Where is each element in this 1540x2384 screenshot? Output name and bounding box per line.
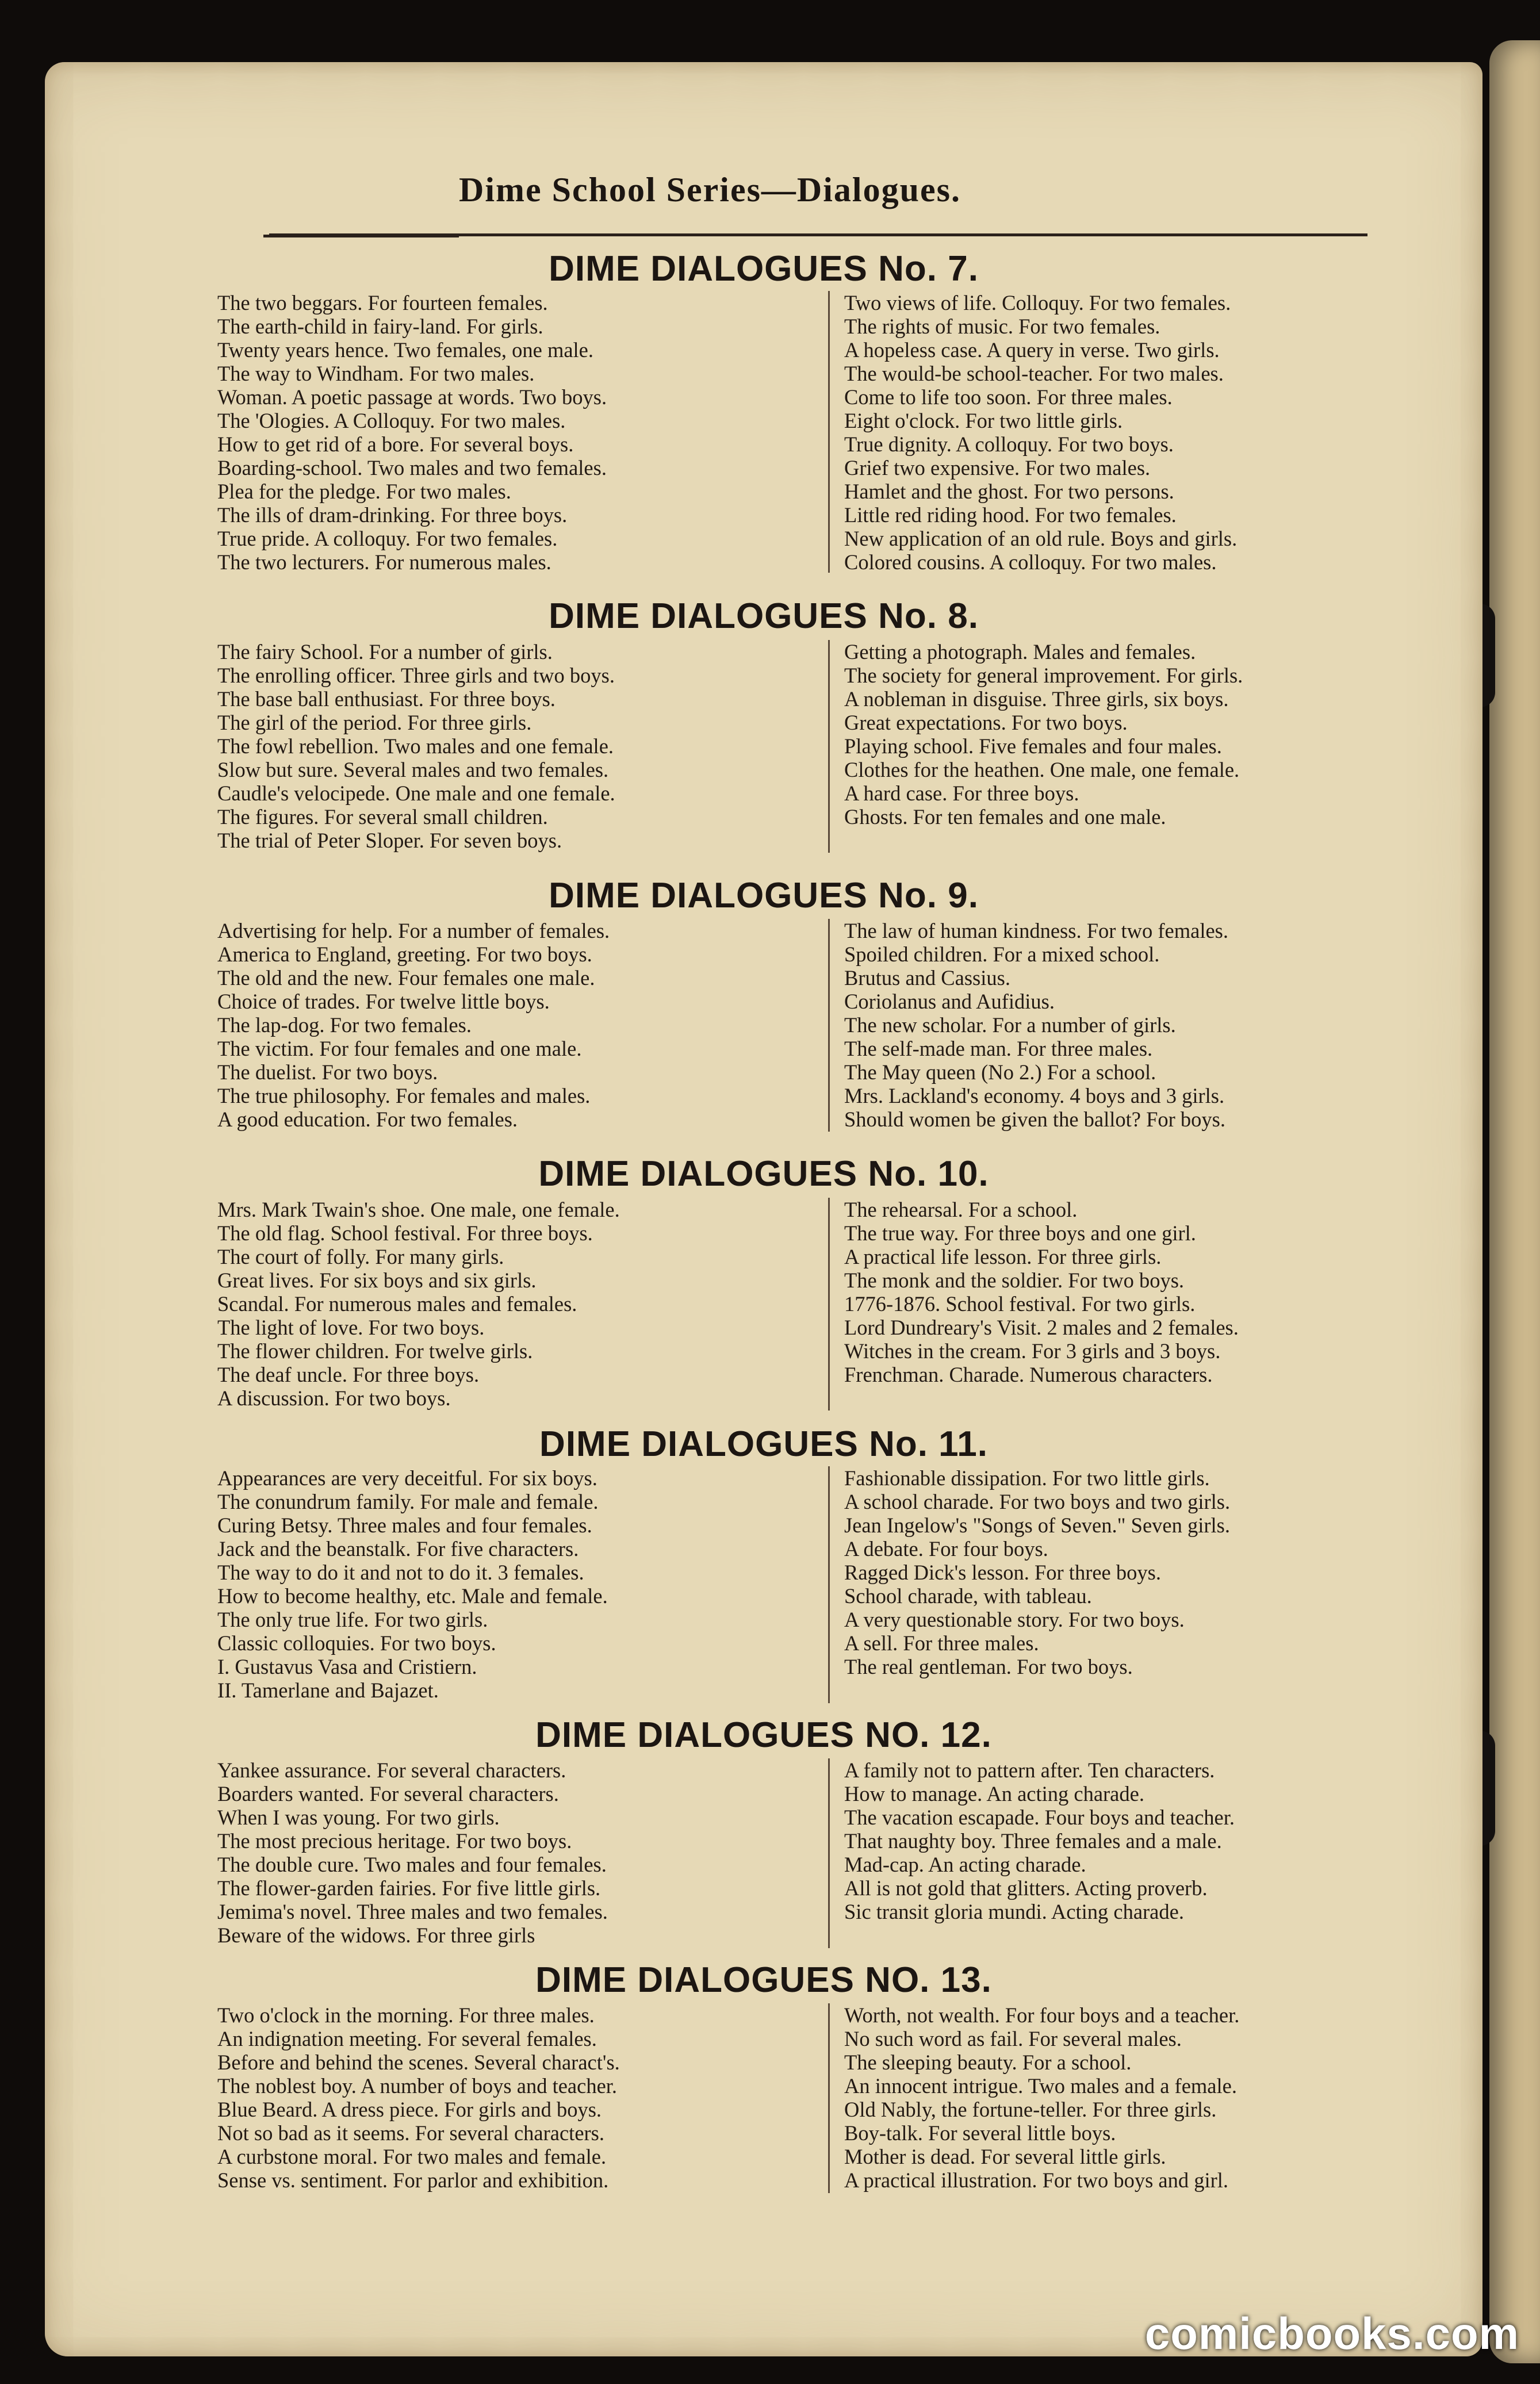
list-item: The would-be school-teacher. For two males. xyxy=(844,362,1224,385)
list-item: The old and the new. Four females one male. xyxy=(217,966,595,990)
dialogue-list-right xyxy=(844,1758,1419,1923)
list-item: Slow but sure. Several males and two females. xyxy=(217,758,609,781)
list-item: A curbstone moral. For two males and female. xyxy=(217,2145,607,2168)
list-item: The vacation escapade. Four boys and teacher. xyxy=(844,1806,1235,1829)
watermark: comicbooks.com xyxy=(1144,2308,1519,2359)
header-rule xyxy=(269,233,1367,236)
list-item: Jack and the beanstalk. For five characters. xyxy=(217,1537,579,1561)
list-item: A nobleman in disguise. Three girls, six boys. xyxy=(844,687,1229,711)
list-item: Ghosts. For ten females and one male. xyxy=(844,805,1166,829)
list-item: How to manage. An acting charade. xyxy=(844,1782,1144,1806)
list-item: Jean Ingelow's "Songs of Seven." Seven girls. xyxy=(844,1513,1230,1537)
list-item: The 'Ologies. A Colloquy. For two males. xyxy=(217,409,566,432)
list-item: Witches in the cream. For 3 girls and 3 boys. xyxy=(844,1339,1221,1363)
dialogue-list-left xyxy=(217,1466,815,1702)
list-item: A discussion. For two boys. xyxy=(217,1386,451,1410)
list-item: Brutus and Cassius. xyxy=(844,966,1010,990)
dialogue-list-right xyxy=(844,1466,1419,1678)
list-item: Sense vs. sentiment. For parlor and exhibition. xyxy=(217,2168,609,2192)
list-item: Grief two expensive. For two males. xyxy=(844,456,1151,480)
list-item: The flower-garden fairies. For five little girls. xyxy=(217,1876,601,1900)
list-item: The deaf uncle. For three boys. xyxy=(217,1363,480,1386)
list-item: Curing Betsy. Three males and four females. xyxy=(217,1513,592,1537)
list-item: America to England, greeting. For two boys. xyxy=(217,942,592,966)
dialogue-list-left xyxy=(217,2003,815,2192)
list-item: The double cure. Two males and four females. xyxy=(217,1853,607,1876)
list-item: The noblest boy. A number of boys and teacher. xyxy=(217,2074,618,2098)
list-item: Hamlet and the ghost. For two persons. xyxy=(844,480,1174,503)
list-item: A sell. For three males. xyxy=(844,1631,1039,1655)
list-item: The most precious heritage. For two boys. xyxy=(217,1829,572,1853)
dialogue-list-left xyxy=(217,919,815,1131)
list-item: The self-made man. For three males. xyxy=(844,1037,1153,1060)
column-divider xyxy=(828,2003,830,2193)
list-item: The society for general improvement. For girls. xyxy=(844,664,1243,687)
list-item: The duelist. For two boys. xyxy=(217,1060,438,1084)
list-item: Fashionable dissipation. For two little girls. xyxy=(844,1466,1210,1490)
list-item: The May queen (No 2.) For a school. xyxy=(844,1060,1156,1084)
list-item: That naughty boy. Three females and a male. xyxy=(844,1829,1222,1853)
dialogue-list-right xyxy=(844,291,1419,574)
list-item: The victim. For four females and one male. xyxy=(217,1037,582,1060)
list-item: The only true life. For two girls. xyxy=(217,1608,488,1631)
section-title: DIME DIALOGUES NO. 12. xyxy=(535,1715,992,1755)
list-item: A hard case. For three boys. xyxy=(844,781,1079,805)
list-item: The enrolling officer. Three girls and two boys. xyxy=(217,664,615,687)
list-item: When I was young. For two girls. xyxy=(217,1806,500,1829)
list-item: 1776-1876. School festival. For two girls. xyxy=(844,1292,1196,1316)
list-item: Little red riding hood. For two females. xyxy=(844,503,1177,527)
list-item: Two views of life. Colloquy. For two females. xyxy=(844,291,1231,315)
list-item: Ragged Dick's lesson. For three boys. xyxy=(844,1561,1161,1584)
list-item: Mrs. Mark Twain's shoe. One male, one female. xyxy=(217,1198,620,1221)
dialogue-list-left xyxy=(217,1758,815,1947)
list-item: Scandal. For numerous males and females. xyxy=(217,1292,577,1316)
list-item: Mrs. Lackland's economy. 4 boys and 3 girls. xyxy=(844,1084,1225,1107)
list-item: The true philosophy. For females and males. xyxy=(217,1084,591,1107)
list-item: Getting a photograph. Males and females. xyxy=(844,640,1196,664)
dialogue-list-left xyxy=(217,1198,815,1410)
list-item: Eight o'clock. For two little girls. xyxy=(844,409,1123,432)
list-item: Clothes for the heathen. One male, one female. xyxy=(844,758,1240,781)
list-item: The girl of the period. For three girls. xyxy=(217,711,532,734)
list-item: True pride. A colloquy. For two females. xyxy=(217,527,558,550)
list-item: Boy-talk. For several little boys. xyxy=(844,2121,1116,2145)
list-item: The way to do it and not to do it. 3 females. xyxy=(217,1561,584,1584)
column-divider xyxy=(828,1466,830,1703)
list-item: Old Nably, the fortune-teller. For three girls. xyxy=(844,2098,1217,2121)
list-item: The new scholar. For a number of girls. xyxy=(844,1013,1176,1037)
list-item: The lap-dog. For two females. xyxy=(217,1013,472,1037)
list-item: The earth-child in fairy-land. For girls. xyxy=(217,315,543,338)
list-item: Blue Beard. A dress piece. For girls and boys. xyxy=(217,2098,602,2121)
list-item: Twenty years hence. Two females, one male. xyxy=(217,338,594,362)
section-title: DIME DIALOGUES No. 9. xyxy=(549,876,979,915)
list-item: Mother is dead. For several little girls. xyxy=(844,2145,1166,2168)
list-item: School charade, with tableau. xyxy=(844,1584,1092,1608)
list-item: The old flag. School festival. For three boys. xyxy=(217,1221,593,1245)
list-item: Great expectations. For two boys. xyxy=(844,711,1128,734)
dialogue-list-right xyxy=(844,1198,1419,1386)
section-title: DIME DIALOGUES NO. 13. xyxy=(535,1960,992,2000)
catalog-page xyxy=(45,62,1482,2356)
list-item: Spoiled children. For a mixed school. xyxy=(844,942,1160,966)
list-item: II. Tamerlane and Bajazet. xyxy=(217,1678,439,1702)
dialogue-list-left xyxy=(217,291,815,574)
list-item: The court of folly. For many girls. xyxy=(217,1245,504,1268)
list-item: Caudle's velocipede. One male and one female. xyxy=(217,781,615,805)
list-item: Classic colloquies. For two boys. xyxy=(217,1631,496,1655)
dialogue-list-right xyxy=(844,919,1419,1131)
list-item: The rehearsal. For a school. xyxy=(844,1198,1078,1221)
list-item: Appearances are very deceitful. For six boys. xyxy=(217,1466,597,1490)
list-item: Before and behind the scenes. Several charact's. xyxy=(217,2050,620,2074)
list-item: A practical illustration. For two boys and girl. xyxy=(844,2168,1229,2192)
list-item: Frenchman. Charade. Numerous characters. xyxy=(844,1363,1213,1386)
list-item: The base ball enthusiast. For three boys. xyxy=(217,687,556,711)
column-divider xyxy=(828,1198,830,1411)
list-item: Coriolanus and Aufidius. xyxy=(844,990,1055,1013)
list-item: Not so bad as it seems. For several characters. xyxy=(217,2121,605,2145)
column-divider xyxy=(828,919,830,1132)
list-item: A debate. For four boys. xyxy=(844,1537,1048,1561)
list-item: The light of love. For two boys. xyxy=(217,1316,485,1339)
list-item: Mad-cap. An acting charade. xyxy=(844,1853,1086,1876)
list-item: All is not gold that glitters. Acting proverb. xyxy=(844,1876,1208,1900)
list-item: Colored cousins. A colloquy. For two males. xyxy=(844,550,1217,574)
list-item: A good education. For two females. xyxy=(217,1107,518,1131)
list-item: Worth, not wealth. For four boys and a teacher. xyxy=(844,2003,1240,2027)
list-item: No such word as fail. For several males. xyxy=(844,2027,1182,2050)
list-item: Plea for the pledge. For two males. xyxy=(217,480,511,503)
list-item: Playing school. Five females and four males. xyxy=(844,734,1222,758)
adjacent-page-edge xyxy=(1489,40,1540,2363)
list-item: The rights of music. For two females. xyxy=(844,315,1160,338)
list-item: Come to life too soon. For three males. xyxy=(844,385,1173,409)
list-item: The law of human kindness. For two females. xyxy=(844,919,1229,942)
list-item: An indignation meeting. For several females. xyxy=(217,2027,597,2050)
dialogue-list-left xyxy=(217,640,815,852)
column-divider xyxy=(828,640,830,853)
list-item: The two lecturers. For numerous males. xyxy=(217,550,551,574)
column-divider xyxy=(828,291,830,573)
dialogue-list-right xyxy=(844,2003,1419,2192)
list-item: A hopeless case. A query in verse. Two girls. xyxy=(844,338,1220,362)
list-item: An innocent intrigue. Two males and a female. xyxy=(844,2074,1237,2098)
section-title: DIME DIALOGUES No. 7. xyxy=(549,249,979,289)
list-item: A practical life lesson. For three girls. xyxy=(844,1245,1162,1268)
list-item: The flower children. For twelve girls. xyxy=(217,1339,533,1363)
list-item: Advertising for help. For a number of females. xyxy=(217,919,610,942)
list-item: New application of an old rule. Boys and girls. xyxy=(844,527,1238,550)
list-item: Choice of trades. For twelve little boys. xyxy=(217,990,550,1013)
list-item: The fairy School. For a number of girls. xyxy=(217,640,553,664)
list-item: The sleeping beauty. For a school. xyxy=(844,2050,1132,2074)
list-item: The way to Windham. For two males. xyxy=(217,362,535,385)
series-header: Dime School Series—Dialogues. xyxy=(459,171,961,209)
section-title: DIME DIALOGUES No. 8. xyxy=(549,596,979,636)
list-item: Sic transit gloria mundi. Acting charade. xyxy=(844,1900,1184,1923)
list-item: A school charade. For two boys and two girls. xyxy=(844,1490,1231,1513)
list-item: A family not to pattern after. Ten characters. xyxy=(844,1758,1215,1782)
list-item: The two beggars. For fourteen females. xyxy=(217,291,548,315)
list-item: The fowl rebellion. Two males and one female. xyxy=(217,734,614,758)
list-item: How to become healthy, etc. Male and female. xyxy=(217,1584,608,1608)
list-item: Should women be given the ballot? For boys. xyxy=(844,1107,1226,1131)
list-item: The figures. For several small children. xyxy=(217,805,548,829)
list-item: I. Gustavus Vasa and Cristiern. xyxy=(217,1655,477,1678)
list-item: The true way. For three boys and one girl. xyxy=(844,1221,1196,1245)
list-item: Jemima's novel. Three males and two females. xyxy=(217,1900,608,1923)
column-divider xyxy=(828,1758,830,1948)
list-item: True dignity. A colloquy. For two boys. xyxy=(844,432,1174,456)
list-item: The real gentleman. For two boys. xyxy=(844,1655,1133,1678)
list-item: The monk and the soldier. For two boys. xyxy=(844,1268,1185,1292)
dialogue-list-right xyxy=(844,640,1419,829)
section-title: DIME DIALOGUES No. 10. xyxy=(538,1154,989,1194)
list-item: The trial of Peter Sloper. For seven boys. xyxy=(217,829,562,852)
list-item: Woman. A poetic passage at words. Two boys. xyxy=(217,385,607,409)
list-item: The conundrum family. For male and female. xyxy=(217,1490,599,1513)
list-item: Lord Dundreary's Visit. 2 males and 2 females. xyxy=(844,1316,1239,1339)
section-title: DIME DIALOGUES No. 11. xyxy=(539,1424,988,1464)
list-item: Great lives. For six boys and six girls. xyxy=(217,1268,537,1292)
list-item: The ills of dram-drinking. For three boys. xyxy=(217,503,568,527)
list-item: Yankee assurance. For several characters. xyxy=(217,1758,566,1782)
list-item: Boarding-school. Two males and two females. xyxy=(217,456,607,480)
list-item: Two o'clock in the morning. For three males. xyxy=(217,2003,595,2027)
list-item: Boarders wanted. For several characters. xyxy=(217,1782,559,1806)
list-item: A very questionable story. For two boys. xyxy=(844,1608,1185,1631)
list-item: How to get rid of a bore. For several boys. xyxy=(217,432,574,456)
list-item: Beware of the widows. For three girls xyxy=(217,1923,535,1947)
